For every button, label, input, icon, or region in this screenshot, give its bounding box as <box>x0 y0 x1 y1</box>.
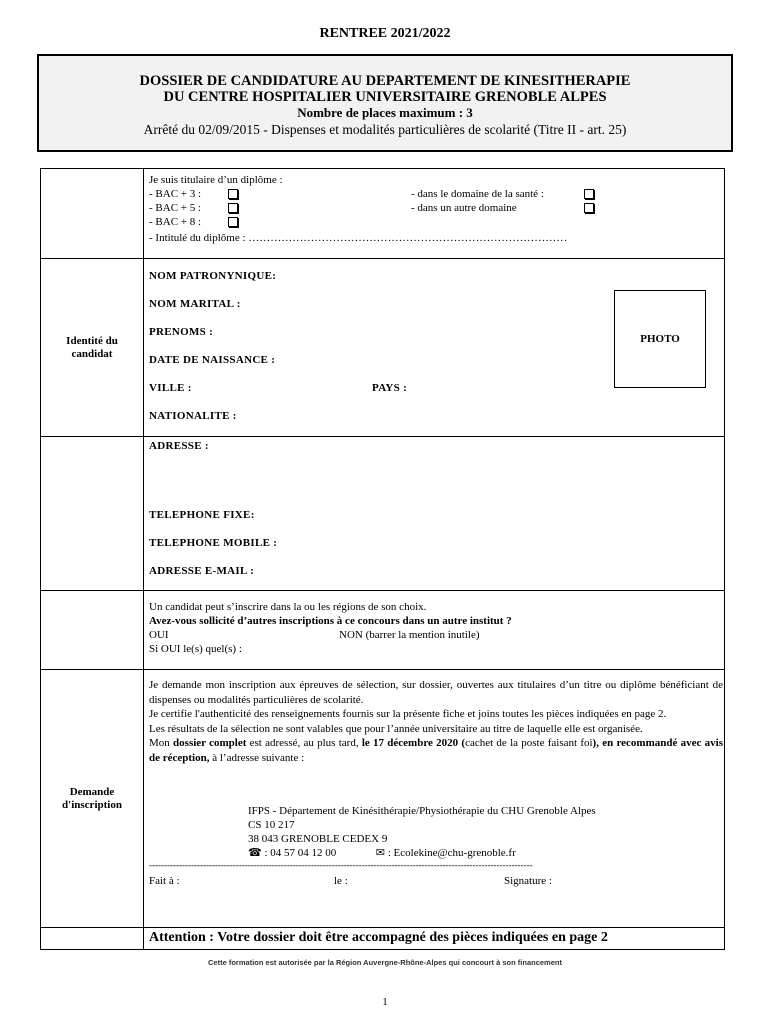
non-option[interactable]: NON (barrer la mention inutile) <box>339 629 480 641</box>
other-institute-question: Avez-vous sollicité d’autres inscriptions à ce concours dans un autre institut ? <box>149 615 512 627</box>
mail-icon: ✉ <box>375 847 385 859</box>
date-le-field[interactable]: le : <box>334 875 348 887</box>
identity-label: Identité du candidat <box>66 334 118 360</box>
demande-left-cell <box>41 670 144 928</box>
pays-field[interactable]: PAYS : <box>372 382 408 394</box>
header-line-2: DU CENTRE HOSPITALIER UNIVERSITAIRE GRENOBLE ALPES <box>163 89 607 105</box>
oui-option[interactable]: OUI <box>149 629 169 641</box>
contact-section <box>144 437 725 591</box>
phone-icon: ☎ <box>248 847 262 859</box>
domain-other-label: - dans un autre domaine <box>411 202 517 214</box>
bac8-checkbox[interactable] <box>228 217 238 227</box>
top-title: RENTREE 2021/2022 <box>319 26 451 41</box>
demande-p2: Je certifie l'authenticité des renseignements fournis sur la présente fiche et joins toutes les pièces indiquées en page 2. <box>149 708 667 720</box>
bac3-checkbox[interactable] <box>228 189 238 199</box>
which-institutes-field[interactable]: Si OUI le(s) quel(s) : <box>149 643 242 655</box>
email-field[interactable]: ADRESSE E-MAIL : <box>149 565 255 577</box>
arrete-line: Arrêté du 02/09/2015 - Dispenses et modalités particulières de scolarité (Titre II - art. 25) <box>143 122 627 137</box>
fait-a-field[interactable]: Fait à : <box>149 875 180 887</box>
header-box <box>37 54 733 152</box>
signature-field[interactable]: Signature : <box>504 875 552 887</box>
funding-note: Cette formation est autorisée par la Région Auvergne-Rhône-Alpes qui concourt à son financement <box>208 958 562 967</box>
domain-other-checkbox[interactable] <box>584 203 594 213</box>
domain-health-checkbox[interactable] <box>584 189 594 199</box>
domain-health-label: - dans le domaine de la santé : <box>411 188 544 200</box>
header-line-1: DOSSIER DE CANDIDATURE AU DEPARTEMENT DE KINESITHERAPIE <box>139 73 631 89</box>
regions-section <box>144 591 725 670</box>
adresse-field[interactable]: ADRESSE : <box>149 440 209 452</box>
nom-patronymique-field[interactable]: NOM PATRONYNIQUE: <box>149 270 277 282</box>
ifps-phone: : 04 57 04 12 00 <box>264 847 337 859</box>
bac5-checkbox[interactable] <box>228 203 238 213</box>
telephone-mobile-field[interactable]: TELEPHONE MOBILE : <box>149 537 278 549</box>
diploma-title-field[interactable]: …………………………………………………………………………… <box>248 232 568 244</box>
ifps-email: : Ecolekine@chu-grenoble.fr <box>387 847 516 859</box>
page-number: 1 <box>382 996 388 1008</box>
address-line-2: CS 10 217 <box>248 819 295 831</box>
attention-section <box>144 928 725 950</box>
demande-section <box>144 670 725 928</box>
regions-info: Un candidat peut s’inscrire dans la ou les régions de son choix. <box>149 601 427 613</box>
demande-p4: Mon dossier complet est adressé, au plus tard, le 17 décembre 2020 (cachet de la poste faisant foi), en recommandé avec avis de réception, à l’adresse suivante : <box>149 737 723 764</box>
regions-left-cell <box>41 591 144 670</box>
diploma-section <box>144 169 725 259</box>
application-form <box>40 168 725 950</box>
attention-left-cell <box>41 928 144 950</box>
attention-notice: Attention : Votre dossier doit être accompagné des pièces indiquées en page 2 <box>149 930 608 945</box>
identity-left-cell <box>41 259 144 437</box>
demande-label: Demande d'inscription <box>62 785 122 811</box>
separator-dashes: -------------------------------------------------------------------------------------------------------------------------------- <box>149 860 533 870</box>
places-maximum: Nombre de places maximum : 3 <box>297 105 473 120</box>
demande-p1: Je demande mon inscription aux épreuves de sélection, sur dossier, ouvertes aux titulaires d’un titre ou diplôme bénéficiant de dispenses ou modalités particulières de scolarité. <box>149 679 723 706</box>
address-line-1: IFPS - Département de Kinésithérapie/Physiothérapie du CHU Grenoble Alpes <box>248 805 596 817</box>
contact-line <box>248 846 516 860</box>
ville-field[interactable]: VILLE : <box>149 382 192 394</box>
diploma-title-label: - Intitulé du diplôme : <box>149 232 246 244</box>
nationalite-field[interactable]: NATIONALITE : <box>149 410 237 422</box>
identity-section <box>144 259 725 437</box>
demande-p3: Les résultats de la sélection ne sont valables que pour l’année universitaire au titre de laquelle elle est organisée. <box>149 722 643 735</box>
contact-left-cell <box>41 437 144 591</box>
address-line-3: 38 043 GRENOBLE CEDEX 9 <box>248 833 388 845</box>
bac3-label: - BAC + 3 : <box>149 188 202 200</box>
bac8-label: - BAC + 8 : <box>149 216 202 228</box>
bac5-label: - BAC + 5 : <box>149 202 202 214</box>
nom-marital-field[interactable]: NOM MARITAL : <box>149 298 241 310</box>
prenoms-field[interactable]: PRENOMS : <box>149 326 214 338</box>
date-naissance-field[interactable]: DATE DE NAISSANCE : <box>149 354 276 366</box>
diploma-left-cell <box>41 169 144 259</box>
photo-box[interactable]: PHOTO <box>614 290 706 388</box>
diploma-intro: Je suis titulaire d’un diplôme : <box>149 174 283 186</box>
telephone-fixe-field[interactable]: TELEPHONE FIXE: <box>149 509 255 521</box>
